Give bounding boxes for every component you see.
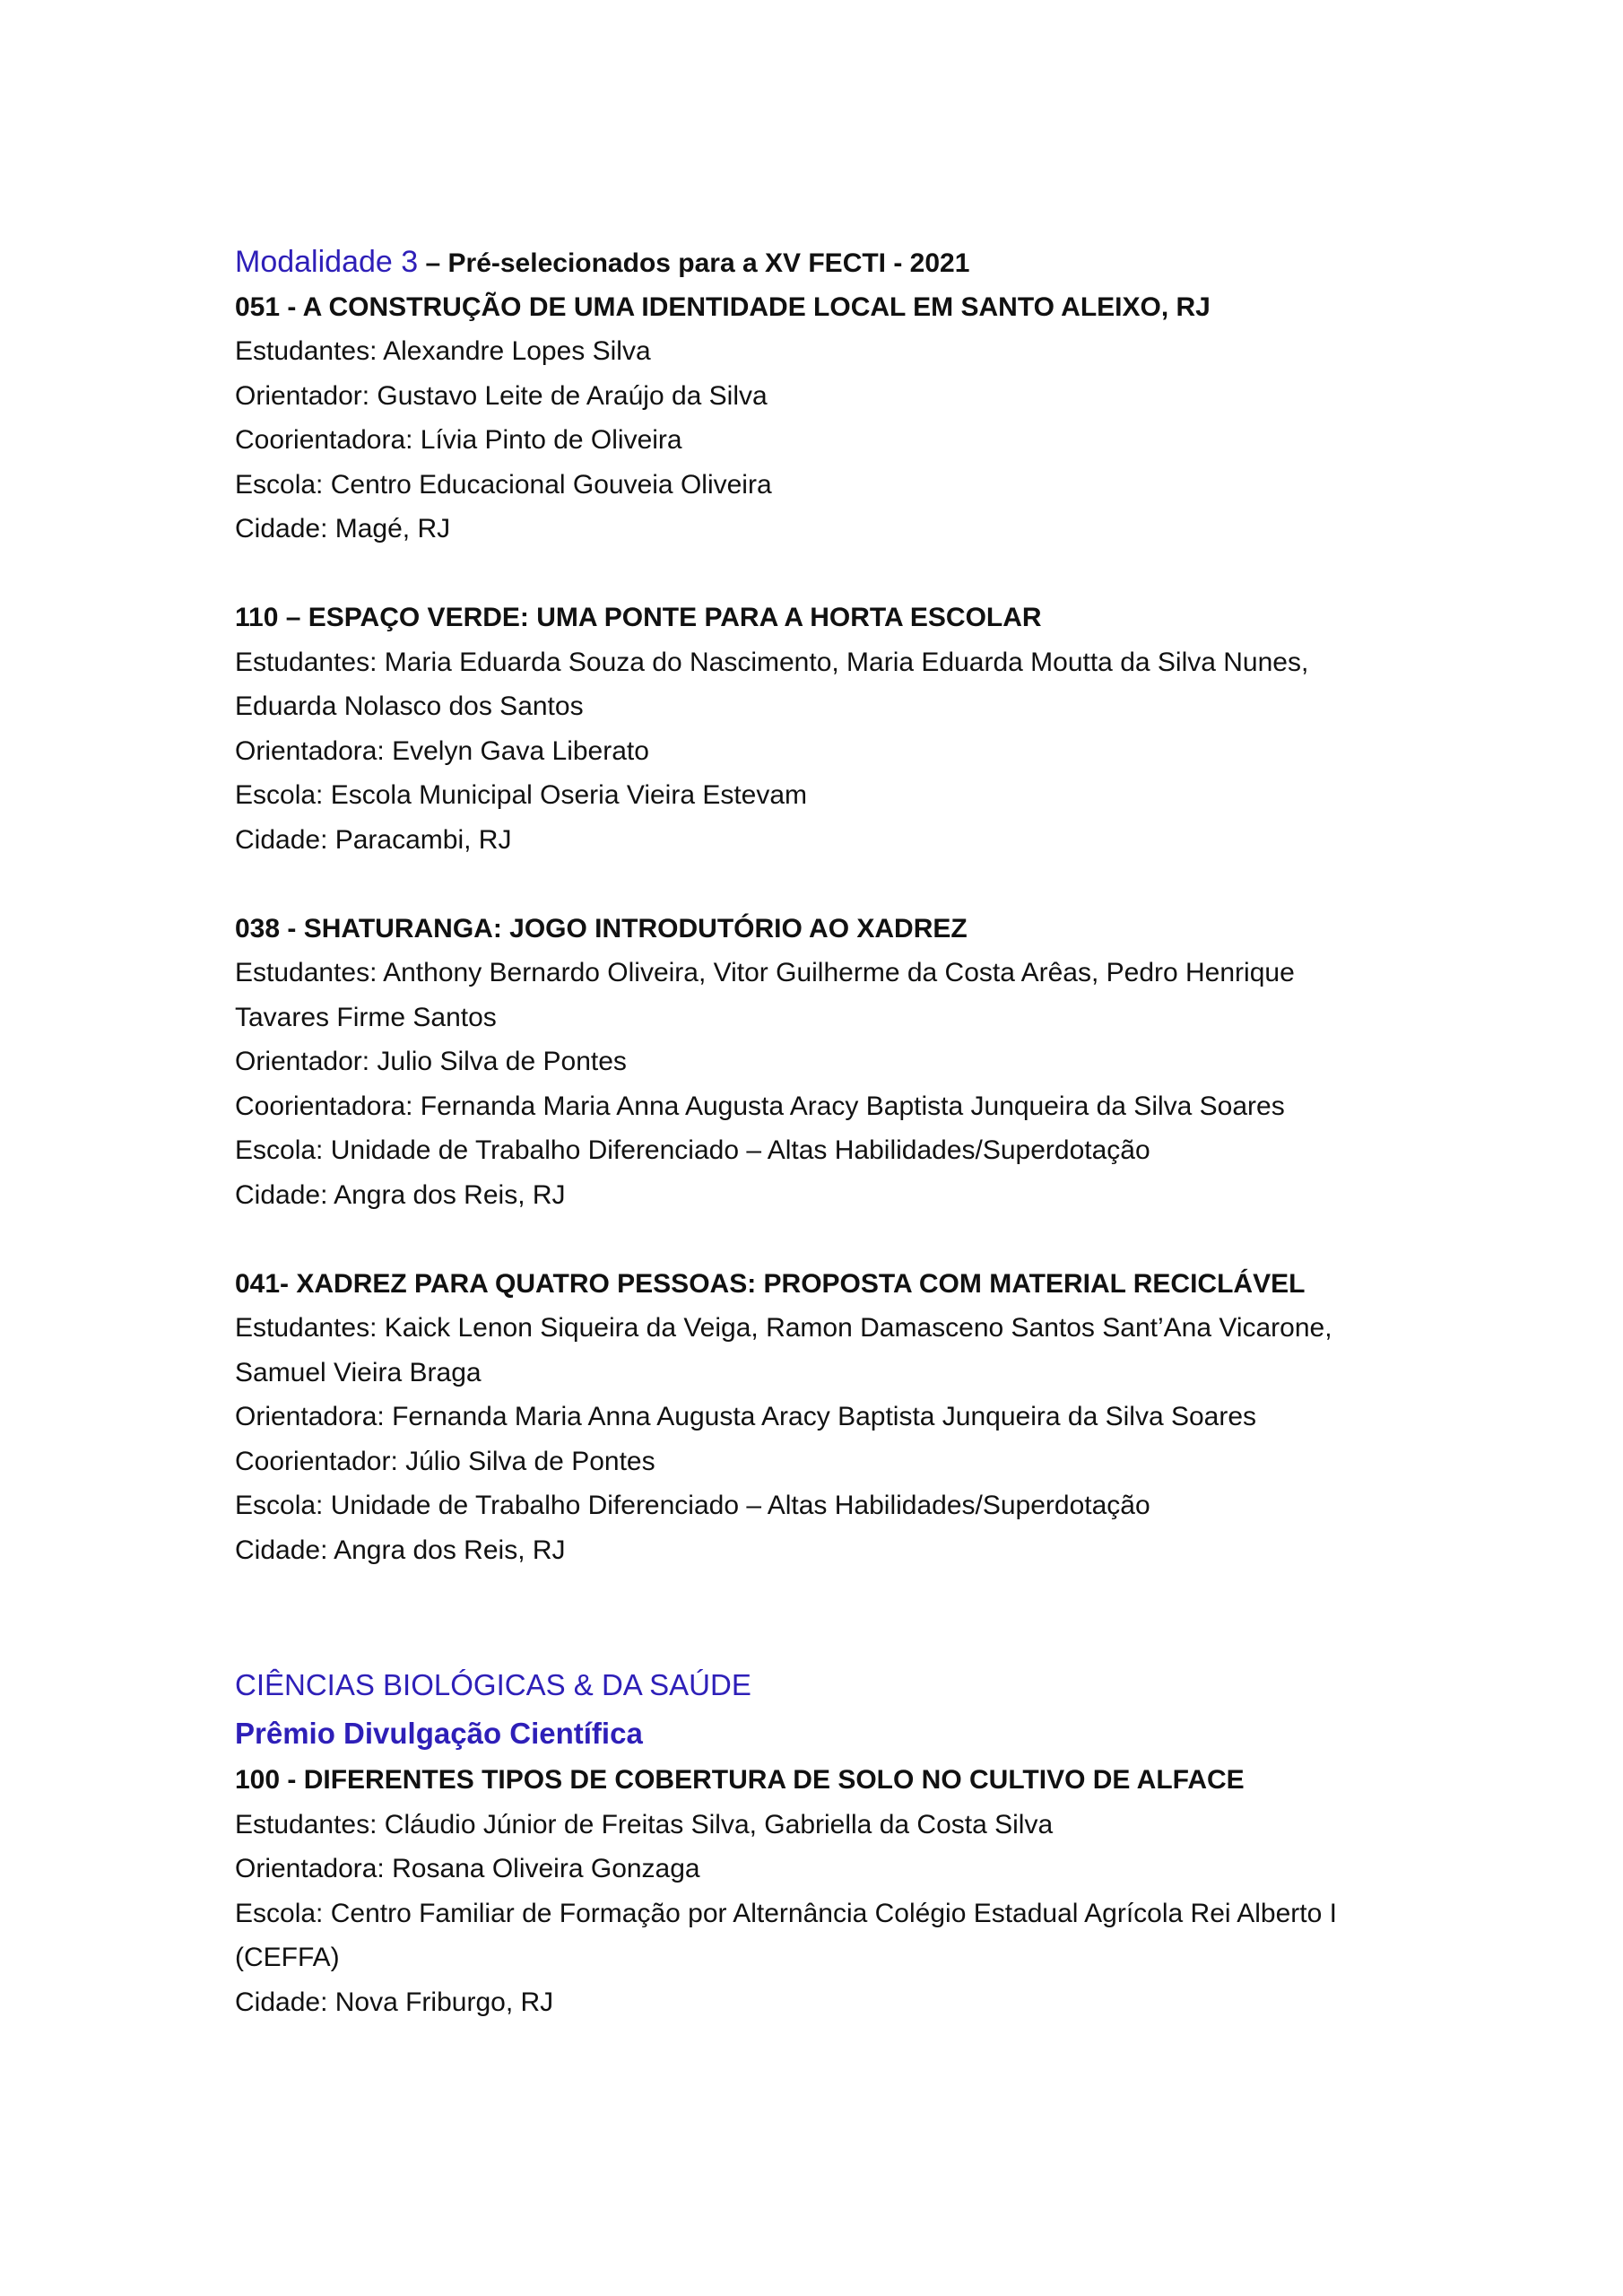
project-block: [235, 1758, 1401, 2024]
project-line: Cidade: Angra dos Reis, RJ: [235, 1535, 566, 1565]
project-line: Estudantes: Cláudio Júnior de Freitas Silva, Gabriella da Costa Silva: [235, 1809, 1054, 1839]
project-line: Orientador: Julio Silva de Pontes: [235, 1047, 627, 1076]
project-title: 038 - SHATURANGA: JOGO INTRODUTÓRIO AO XADREZ: [235, 913, 968, 944]
project-line: Coorientadora: Lívia Pinto de Oliveira: [235, 425, 682, 455]
project-line: Escola: Escola Municipal Oseria Vieira Estevam: [235, 780, 808, 810]
section-title: CIÊNCIAS BIOLÓGICAS & DA SAÚDE: [235, 1668, 751, 1701]
project-line: Cidade: Magé, RJ: [235, 514, 451, 544]
project-line: Estudantes: Alexandre Lopes Silva: [235, 336, 651, 366]
project-line: Cidade: Paracambi, RJ: [235, 824, 512, 855]
project-line: Estudantes: Maria Eduarda Souza do Nascimento, Maria Eduarda Moutta da Silva Nunes,: [235, 647, 1309, 677]
project-line: Escola: Centro Familiar de Formação por Alternância Colégio Estadual Agrícola Rei Alberto I: [235, 1898, 1337, 1928]
modalidade-heading: [235, 240, 1401, 285]
project-block: [235, 596, 1401, 862]
project-title: 051 - A CONSTRUÇÃO DE UMA IDENTIDADE LOCAL EM SANTO ALEIXO, RJ: [235, 291, 1211, 322]
project-line: Coorientadora: Fernanda Maria Anna Augusta Aracy Baptista Junqueira da Silva Soares: [235, 1091, 1285, 1121]
project-line: (CEFFA): [235, 1943, 340, 1972]
project-line: Tavares Firme Santos: [235, 1002, 497, 1032]
project-line: Orientador: Gustavo Leite de Araújo da Silva: [235, 380, 768, 411]
modalidade-label: Modalidade 3: [235, 245, 419, 279]
project-line: Estudantes: Kaick Lenon Siqueira da Veiga, Ramon Damasceno Santos Sant’Ana Vicarone,: [235, 1313, 1332, 1343]
document-page: [235, 240, 1401, 2024]
spacer: [235, 862, 1401, 907]
heading-rest: – Pré-selecionados para a XV FECTI - 2021: [418, 248, 970, 278]
project-line: Samuel Vieira Braga: [235, 1357, 482, 1387]
project-title: 110 – ESPAÇO VERDE: UMA PONTE PARA A HORTA ESCOLAR: [235, 603, 1042, 632]
project-line: Coorientador: Júlio Silva de Pontes: [235, 1446, 655, 1476]
project-line: Cidade: Angra dos Reis, RJ: [235, 1179, 566, 1210]
project-block: [235, 285, 1401, 552]
spacer: [235, 1217, 1401, 1262]
spacer: [235, 1617, 1401, 1662]
project-line: Escola: Unidade de Trabalho Diferenciado – Altas Habilidades/Superdotação: [235, 1135, 1150, 1165]
spacer: [235, 1572, 1401, 1617]
project-block: [235, 1262, 1401, 1573]
project-line: Eduarda Nolasco dos Santos: [235, 691, 584, 721]
section-subtitle: Prêmio Divulgação Científica: [235, 1717, 643, 1750]
project-line: Orientadora: Evelyn Gava Liberato: [235, 735, 649, 766]
project-line: Orientadora: Fernanda Maria Anna Augusta Aracy Baptista Junqueira da Silva Soares: [235, 1402, 1257, 1431]
spacer: [235, 552, 1401, 596]
project-line: Escola: Centro Educacional Gouveia Oliveira: [235, 469, 772, 500]
project-line: Estudantes: Anthony Bernardo Oliveira, Vitor Guilherme da Costa Arêas, Pedro Henrique: [235, 958, 1295, 987]
project-block: [235, 907, 1401, 1218]
project-title: 100 - DIFERENTES TIPOS DE COBERTURA DE SOLO NO CULTIVO DE ALFACE: [235, 1765, 1245, 1795]
project-title: 041- XADREZ PARA QUATRO PESSOAS: PROPOSTA COM MATERIAL RECICLÁVEL: [235, 1268, 1306, 1299]
project-line: Cidade: Nova Friburgo, RJ: [235, 1987, 554, 2017]
project-line: Orientadora: Rosana Oliveira Gonzaga: [235, 1854, 700, 1883]
project-line: Escola: Unidade de Trabalho Diferenciado – Altas Habilidades/Superdotação: [235, 1491, 1150, 1520]
